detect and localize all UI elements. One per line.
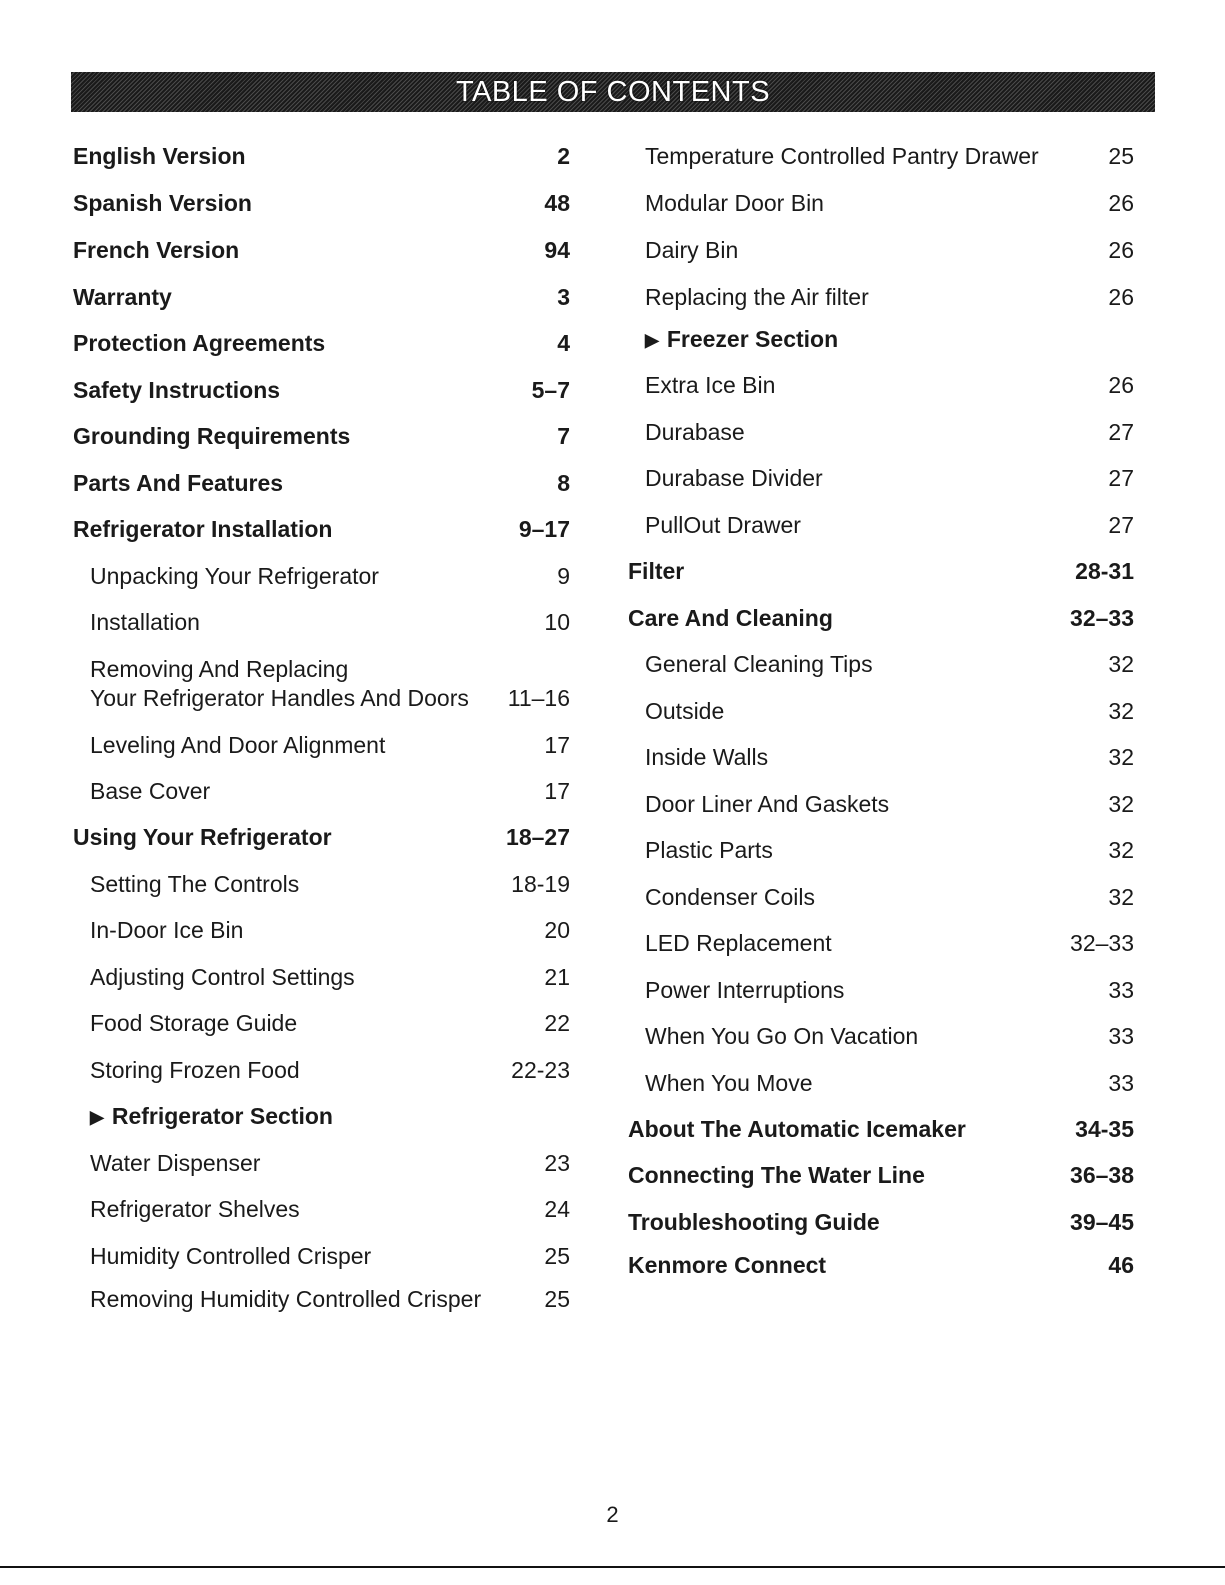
toc-section-label xyxy=(73,1102,333,1133)
toc-entry-page: 25 xyxy=(544,1243,570,1269)
toc-entry-page: 25 xyxy=(1108,143,1134,169)
toc-entry-page: 25 xyxy=(544,1286,570,1312)
toc-entry-label: Plastic Parts xyxy=(645,837,773,863)
toc-subentry[interactable] xyxy=(628,283,1134,312)
toc-entry[interactable] xyxy=(628,557,1134,586)
toc-subentry[interactable] xyxy=(628,371,1134,400)
toc-subentry[interactable] xyxy=(628,142,1134,171)
toc-subentry[interactable] xyxy=(628,883,1134,912)
toc-entry-page: 32 xyxy=(1108,791,1134,817)
toc-subentry[interactable] xyxy=(628,418,1134,447)
toc-entry-page: 46 xyxy=(1108,1252,1134,1278)
toc-entry-page: 27 xyxy=(1108,465,1134,491)
triangle-bullet-icon: ▶ xyxy=(90,1107,104,1127)
toc-entry[interactable] xyxy=(73,329,570,358)
toc-entry[interactable] xyxy=(73,823,570,852)
toc-entry-label: English Version xyxy=(73,143,246,169)
toc-entry-label: Refrigerator Shelves xyxy=(90,1196,300,1222)
toc-entry-page: 8 xyxy=(557,470,570,496)
toc-entry-page: 28-31 xyxy=(1075,558,1134,584)
toc-subentry[interactable] xyxy=(73,1195,570,1224)
toc-entry-label: Temperature Controlled Pantry Drawer xyxy=(645,143,1039,169)
toc-entry-label: PullOut Drawer xyxy=(645,512,801,538)
toc-entry-label: Water Dispenser xyxy=(90,1150,261,1176)
toc-section-heading[interactable] xyxy=(628,325,1134,356)
toc-entry-label: Modular Door Bin xyxy=(645,190,824,216)
toc-entry[interactable] xyxy=(73,422,570,451)
toc-entry[interactable] xyxy=(73,283,570,312)
toc-subentry[interactable] xyxy=(73,1056,570,1085)
toc-entry-page: 24 xyxy=(544,1196,570,1222)
toc-entry-label: Outside xyxy=(645,698,725,724)
toc-entry-label: Warranty xyxy=(73,284,172,310)
toc-entry-label: Replacing the Air filter xyxy=(645,284,869,310)
toc-entry-label: Setting The Controls xyxy=(90,871,300,897)
toc-entry-label: Unpacking Your Refrigerator xyxy=(90,563,379,589)
toc-entry-label: In-Door Ice Bin xyxy=(90,917,244,943)
toc-entry[interactable] xyxy=(628,604,1134,633)
toc-entry-page: 17 xyxy=(544,732,570,758)
toc-subentry[interactable] xyxy=(73,655,570,713)
title-banner xyxy=(71,72,1155,112)
toc-entry-page: 94 xyxy=(544,237,570,263)
toc-entry-page: 11–16 xyxy=(507,685,570,711)
toc-section-heading[interactable] xyxy=(73,1102,570,1133)
toc-entry[interactable] xyxy=(628,1161,1134,1190)
page-title: TABLE OF CONTENTS xyxy=(455,75,771,108)
toc-entry-page: 9 xyxy=(557,563,570,589)
toc-entry-page: 26 xyxy=(1108,372,1134,398)
toc-entry-label: Leveling And Door Alignment xyxy=(90,732,386,758)
toc-entry-page: 32–33 xyxy=(1070,605,1134,631)
toc-entry[interactable] xyxy=(73,189,570,218)
toc-entry-label: Spanish Version xyxy=(73,190,252,216)
toc-entry-label: Storing Frozen Food xyxy=(90,1057,300,1083)
toc-entry-label: Kenmore Connect xyxy=(628,1252,827,1278)
toc-entry-label: Grounding Requirements xyxy=(73,423,351,449)
toc-entry-label: LED Replacement xyxy=(645,930,832,956)
bottom-rule xyxy=(0,1566,1225,1568)
toc-entry-page: 27 xyxy=(1108,419,1134,445)
toc-entry-label: When You Move xyxy=(645,1070,813,1096)
toc-entry-label: Refrigerator Installation xyxy=(73,516,333,542)
toc-entry-label: Parts And Features xyxy=(73,470,284,496)
toc-entry-label: Base Cover xyxy=(90,778,211,804)
toc-entry-page: 4 xyxy=(557,330,570,356)
toc-subentry[interactable] xyxy=(73,916,570,945)
toc-entry-label: Removing Humidity Controlled Crisper xyxy=(90,1286,482,1312)
toc-entry-page: 26 xyxy=(1108,284,1134,310)
toc-subentry[interactable] xyxy=(628,650,1134,679)
toc-entry-page: 33 xyxy=(1108,1023,1134,1049)
toc-section-label xyxy=(628,325,838,356)
toc-entry[interactable] xyxy=(73,142,570,171)
toc-subentry[interactable] xyxy=(73,731,570,760)
toc-subentry[interactable] xyxy=(628,189,1134,218)
toc-entry-label: Using Your Refrigerator xyxy=(73,824,332,850)
toc-section-text: Refrigerator Section xyxy=(111,1103,333,1129)
toc-entry-page: 26 xyxy=(1108,190,1134,216)
toc-entry-label xyxy=(73,655,469,713)
toc-entry-page: 32 xyxy=(1108,837,1134,863)
toc-subentry[interactable] xyxy=(73,608,570,637)
toc-entry-page: 21 xyxy=(544,964,570,990)
toc-entry-page: 22-23 xyxy=(511,1057,570,1083)
toc-entry-label: Durabase xyxy=(645,419,745,445)
toc-entry[interactable] xyxy=(73,376,570,405)
toc-entry-page: 32 xyxy=(1108,744,1134,770)
toc-entry-page: 18-19 xyxy=(511,871,570,897)
toc-entry-label: Extra Ice Bin xyxy=(645,372,776,398)
toc-entry-label: Inside Walls xyxy=(645,744,769,770)
toc-entry-page: 22 xyxy=(544,1010,570,1036)
toc-entry-label: Connecting The Water Line xyxy=(628,1162,925,1188)
toc-entry-page: 3 xyxy=(557,284,570,310)
toc-entry-label: When You Go On Vacation xyxy=(645,1023,919,1049)
toc-entry-label-line: Removing And Replacing xyxy=(90,656,349,682)
toc-entry-page: 32 xyxy=(1108,698,1134,724)
toc-subentry[interactable] xyxy=(628,836,1134,865)
toc-entry-page: 36–38 xyxy=(1070,1162,1134,1188)
toc-entry[interactable] xyxy=(628,1208,1134,1237)
toc-subentry[interactable] xyxy=(628,1022,1134,1051)
toc-entry-page: 39–45 xyxy=(1070,1209,1134,1235)
triangle-bullet-icon: ▶ xyxy=(645,330,659,350)
toc-entry-page: 7 xyxy=(557,423,570,449)
toc-entry-page: 32 xyxy=(1108,651,1134,677)
toc-entry-label: Durabase Divider xyxy=(645,465,823,491)
toc-entry-label: Door Liner And Gaskets xyxy=(645,791,890,817)
toc-entry-label: Safety Instructions xyxy=(73,377,281,403)
toc-entry-page: 32 xyxy=(1108,884,1134,910)
toc-entry-page: 2 xyxy=(557,143,570,169)
toc-entry-label: Adjusting Control Settings xyxy=(90,964,355,990)
toc-entry-label: Condenser Coils xyxy=(645,884,816,910)
toc-entry-label: French Version xyxy=(73,237,240,263)
toc-entry-page: 20 xyxy=(544,917,570,943)
toc-entry-page: 18–27 xyxy=(506,824,570,850)
toc-entry-label: Care And Cleaning xyxy=(628,605,833,631)
toc-entry[interactable] xyxy=(628,1251,1134,1280)
toc-entry[interactable] xyxy=(628,1115,1134,1144)
toc-entry-label: Humidity Controlled Crisper xyxy=(90,1243,372,1269)
toc-entry-label-line: Your Refrigerator Handles And Doors xyxy=(90,685,469,711)
toc-entry[interactable] xyxy=(73,515,570,544)
toc-subentry[interactable] xyxy=(73,1009,570,1038)
toc-subentry[interactable] xyxy=(628,1069,1134,1098)
toc-subentry[interactable] xyxy=(628,464,1134,493)
toc-entry-label: Dairy Bin xyxy=(645,237,739,263)
toc-subentry[interactable] xyxy=(73,963,570,992)
toc-subentry[interactable] xyxy=(628,929,1134,958)
toc-subentry[interactable] xyxy=(628,697,1134,726)
toc-entry-label: Food Storage Guide xyxy=(90,1010,298,1036)
toc-entry-label: General Cleaning Tips xyxy=(645,651,873,677)
toc-entry-label: Filter xyxy=(628,558,685,584)
toc-entry-label: Installation xyxy=(90,609,200,635)
toc-entry-label: About The Automatic Icemaker xyxy=(628,1116,966,1142)
page-number: 2 xyxy=(606,1502,619,1527)
toc-subentry[interactable] xyxy=(628,511,1134,540)
toc-entry-page: 33 xyxy=(1108,977,1134,1003)
toc-entry-page: 34-35 xyxy=(1075,1116,1134,1142)
toc-entry[interactable] xyxy=(73,469,570,498)
toc-subentry[interactable] xyxy=(73,562,570,591)
toc-entry-page: 9–17 xyxy=(518,516,570,542)
toc-entry-page: 26 xyxy=(1108,237,1134,263)
toc-subentry[interactable] xyxy=(628,236,1134,265)
toc-section-text: Freezer Section xyxy=(666,326,839,352)
toc-subentry[interactable] xyxy=(73,870,570,899)
toc-subentry[interactable] xyxy=(73,1285,570,1314)
toc-entry-page: 10 xyxy=(544,609,570,635)
toc-entry-page: 17 xyxy=(544,778,570,804)
toc-entry-page: 5–7 xyxy=(531,377,570,403)
toc-entry-page: 33 xyxy=(1108,1070,1134,1096)
toc-subentry[interactable] xyxy=(73,1242,570,1271)
toc-entry-label: Troubleshooting Guide xyxy=(628,1209,880,1235)
toc-entry-page: 23 xyxy=(544,1150,570,1176)
toc-subentry[interactable] xyxy=(628,790,1134,819)
toc-subentry[interactable] xyxy=(628,743,1134,772)
toc-entry-label: Protection Agreements xyxy=(73,330,326,356)
toc-subentry[interactable] xyxy=(628,976,1134,1005)
toc-subentry[interactable] xyxy=(73,777,570,806)
toc-entry-label: Power Interruptions xyxy=(645,977,845,1003)
toc-entry[interactable] xyxy=(73,236,570,265)
toc-entry-page: 27 xyxy=(1108,512,1134,538)
toc-subentry[interactable] xyxy=(73,1149,570,1178)
toc-entry-page: 32–33 xyxy=(1070,930,1134,956)
toc-entry-page: 48 xyxy=(544,190,570,216)
